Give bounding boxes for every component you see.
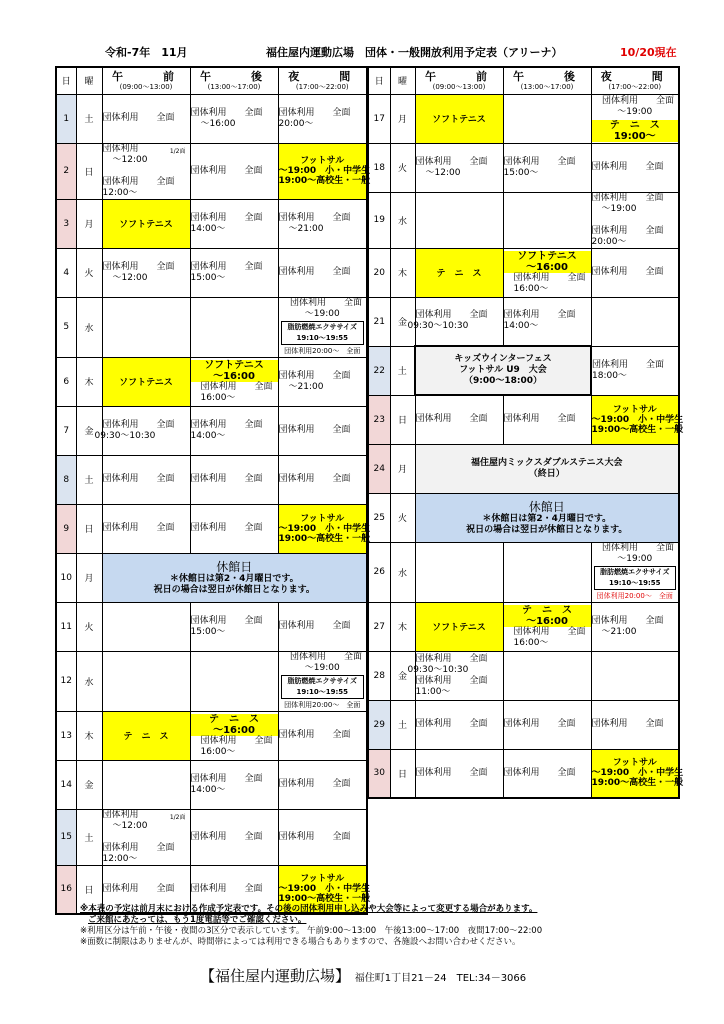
- slot-pm: 団体利用 全面 14:00～: [190, 406, 278, 455]
- table-row: [368, 542, 679, 602]
- slot-pm: 団体利用 全面: [190, 809, 278, 865]
- table-row: [368, 346, 679, 395]
- slot-pm: 団体利用 全面: [190, 865, 278, 914]
- slot-am: [102, 651, 190, 711]
- table-row: [56, 602, 367, 651]
- slot-night: 団体利用 全面: [278, 760, 367, 809]
- day-of-week: 金: [390, 651, 415, 700]
- mixed-doubles-event: 福住屋内ミックスダブルステニス大会 （終日）: [415, 444, 679, 493]
- col-pm: 午 後 (13:00～17:00): [190, 67, 278, 94]
- slot-pm: 団体利用 全面: [503, 700, 591, 749]
- day-number: 23: [368, 395, 390, 444]
- table-row: [56, 357, 367, 406]
- day-number: 28: [368, 651, 390, 700]
- slot-pm: 団体利用 全面 14:00～: [503, 297, 591, 346]
- slot-pm: 団体利用 全面: [190, 455, 278, 504]
- slot-am: テ ニ ス: [415, 248, 503, 297]
- slot-am: 団体利用 全面 ～12:00: [415, 143, 503, 192]
- slot-am: 団体利用 全面 09:30～10:30: [415, 297, 503, 346]
- slot-am: 団体利用 全面: [102, 865, 190, 914]
- col-am: 午 前 (09:00～13:00): [102, 67, 190, 94]
- day-number: 29: [368, 700, 390, 749]
- note-1: ※本表の予定は前月末における作成予定表です。その後の団体利用申し込みや大会等によって変更する場合があります。: [80, 904, 538, 914]
- table-row: [368, 749, 679, 798]
- table-row: [56, 94, 367, 143]
- slot-am: [102, 602, 190, 651]
- day-number: 22: [368, 346, 390, 395]
- slot-night: 団体利用 全面: [278, 406, 367, 455]
- table-row: [56, 711, 367, 760]
- table-row: [368, 143, 679, 192]
- slot-pm: [190, 297, 278, 357]
- table-row: [368, 94, 679, 143]
- slot-night: 団体利用 全面 18:00～: [591, 346, 679, 395]
- day-number: 19: [368, 192, 390, 248]
- day-number: 5: [56, 297, 76, 357]
- day-number: 3: [56, 199, 76, 248]
- day-of-week: 金: [390, 297, 415, 346]
- col-dow: 曜: [390, 67, 415, 94]
- col-dow: 曜: [76, 67, 102, 94]
- day-number: 4: [56, 248, 76, 297]
- day-number: 20: [368, 248, 390, 297]
- slot-am: [415, 192, 503, 248]
- day-number: 2: [56, 143, 76, 199]
- month-label: 令和-7年 11月: [105, 46, 188, 59]
- slot-night: 団体利用 全面: [591, 700, 679, 749]
- day-of-week: 水: [390, 192, 415, 248]
- day-number: 9: [56, 504, 76, 553]
- day-of-week: 木: [390, 602, 415, 651]
- slot-pm: ソフトテニス ～16:00 団体利用 全面 16:00～: [190, 357, 278, 406]
- slot-pm: [503, 651, 591, 700]
- slot-am: 1/2面 団体利用 ～12:00 団体利用 全面 12:00～: [102, 809, 190, 865]
- slot-night: 団体利用 全面 ～21:00: [278, 357, 367, 406]
- day-of-week: 日: [390, 749, 415, 798]
- slot-pm: 団体利用 全面 15:00～: [190, 248, 278, 297]
- day-of-week: 土: [76, 455, 102, 504]
- table-row: [56, 248, 367, 297]
- slot-pm: 団体利用 全面 14:00～: [190, 760, 278, 809]
- col-pm: 午 後 (13:00～17:00): [503, 67, 591, 94]
- closed-day-notice: 休館日 ＊休館日は第2・4月曜日です。 祝日の場合は翌日が休館日となります。: [102, 553, 367, 602]
- slot-pm: [503, 192, 591, 248]
- table-row: [56, 297, 367, 357]
- day-of-week: 金: [76, 406, 102, 455]
- slot-am: ソフトテニス: [102, 199, 190, 248]
- day-of-week: 水: [76, 651, 102, 711]
- slot-night: 団体利用 全面: [591, 143, 679, 192]
- slot-night: フットサル ～19:00 小・中学生 19:00～高校生・一般: [591, 395, 679, 444]
- day-of-week: 火: [390, 143, 415, 192]
- note-3: ※利用区分は午前・午後・夜間の3区分で表示しています。 午前9:00～13:00 午後13:00～17:00 夜間17:00～22:00: [80, 926, 543, 936]
- slot-night: 団体利用 全面 ～21:00: [278, 199, 367, 248]
- slot-night: 団体利用 全面 ～19:00 脂肪燃焼エクササイズ 19:10～19:55 団体利用20:00～ 全面: [278, 651, 367, 711]
- day-number: 7: [56, 406, 76, 455]
- slot-am: 団体利用 全面: [415, 749, 503, 798]
- slot-night: 団体利用 全面: [591, 248, 679, 297]
- slot-am: ソフトテニス: [102, 357, 190, 406]
- kids-fes-event: キッズウインターフェス フットサル U9 大会 （9:00～18:00）: [415, 346, 591, 395]
- slot-pm: [503, 542, 591, 602]
- day-of-week: 木: [390, 248, 415, 297]
- slot-pm: ソフトテニス ～16:00 団体利用 全面 16:00～: [503, 248, 591, 297]
- day-number: 25: [368, 493, 390, 542]
- day-of-week: 金: [76, 760, 102, 809]
- day-number: 6: [56, 357, 76, 406]
- day-of-week: 土: [390, 346, 415, 395]
- page-title: 福住屋内運動広場 団体・一般開放利用予定表（アリーナ）: [266, 46, 563, 59]
- day-of-week: 月: [390, 94, 415, 143]
- slot-am: [415, 542, 503, 602]
- slot-pm: テ ニ ス ～16:00 団体利用 全面 16:00～: [503, 602, 591, 651]
- closed-day-notice: 休館日 ＊休館日は第2・4月曜日です。 祝日の場合は翌日が休館日となります。: [415, 493, 679, 542]
- day-of-week: 土: [76, 809, 102, 865]
- table-row: [368, 444, 679, 493]
- day-number: 18: [368, 143, 390, 192]
- day-of-week: 土: [390, 700, 415, 749]
- slot-am: 団体利用 全面: [415, 395, 503, 444]
- slot-am: テ ニ ス: [102, 711, 190, 760]
- facility-address: 福住町1丁目21－24 TEL:34－3066: [354, 973, 527, 984]
- table-row: [368, 248, 679, 297]
- day-number: 16: [56, 865, 76, 914]
- col-day: 日: [368, 67, 390, 94]
- slot-pm: テ ニ ス ～16:00 団体利用 全面 16:00～: [190, 711, 278, 760]
- slot-pm: [503, 94, 591, 143]
- slot-pm: 団体利用 全面: [190, 504, 278, 553]
- slot-night: 団体利用 全面 ～19:00 脂肪燃焼エクササイズ 19:10～19:55 団体利用20:00～ 全面: [591, 542, 679, 602]
- col-day: 日: [56, 67, 76, 94]
- header-row: [368, 67, 679, 94]
- schedule-table-left: [55, 66, 371, 915]
- table-row: [368, 395, 679, 444]
- slot-pm: 団体利用 全面: [503, 395, 591, 444]
- day-of-week: 日: [76, 504, 102, 553]
- day-of-week: 火: [76, 602, 102, 651]
- table-row: [368, 493, 679, 542]
- slot-am: 団体利用 全面 09:30～10:30 団体利用 全面 11:00～: [415, 651, 503, 700]
- table-row: [56, 199, 367, 248]
- day-number: 21: [368, 297, 390, 346]
- day-number: 14: [56, 760, 76, 809]
- col-am: 午 前 (09:00～13:00): [415, 67, 503, 94]
- title-row: [0, 44, 724, 62]
- day-of-week: 水: [76, 297, 102, 357]
- day-of-week: 日: [390, 395, 415, 444]
- table-row: [56, 651, 367, 711]
- slot-am: 1/2面 団体利用 ～12:00 団体利用 全面 12:00～: [102, 143, 190, 199]
- slot-night: 団体利用 全面 ～19:00 テ ニ ス 19:00～: [591, 94, 679, 143]
- notes: [80, 904, 680, 948]
- slot-night: フットサル ～19:00 小・中学生 19:00～高校生・一般: [278, 865, 367, 914]
- table-row: [368, 700, 679, 749]
- day-number: 15: [56, 809, 76, 865]
- slot-night: [591, 297, 679, 346]
- day-of-week: 木: [76, 357, 102, 406]
- table-row: [368, 192, 679, 248]
- footer: [200, 965, 526, 986]
- slot-night: 団体利用 全面 20:00～: [278, 94, 367, 143]
- slot-am: 団体利用 全面: [102, 455, 190, 504]
- slot-night: 団体利用 全面: [278, 455, 367, 504]
- slot-pm: 団体利用 全面 15:00～: [503, 143, 591, 192]
- slot-night: 団体利用 全面 ～21:00: [591, 602, 679, 651]
- table-row: [56, 143, 367, 199]
- slot-pm: [190, 651, 278, 711]
- day-number: 24: [368, 444, 390, 493]
- col-night: 夜 間 (17:00～22:00): [278, 67, 367, 94]
- slot-night: 団体利用 全面 ～19:00 団体利用 全面 20:00～: [591, 192, 679, 248]
- table-row: [56, 406, 367, 455]
- table-row: [368, 602, 679, 651]
- slot-am: 団体利用 全面 ～12:00: [102, 248, 190, 297]
- day-of-week: 土: [76, 94, 102, 143]
- col-night: 夜 間 (17:00～22:00): [591, 67, 679, 94]
- day-number: 8: [56, 455, 76, 504]
- slot-pm: 団体利用 全面 15:00～: [190, 602, 278, 651]
- note-2: ご来館にあたっては、もう1度電話等でご確認ください。: [88, 915, 307, 925]
- slot-am: [102, 297, 190, 357]
- table-row: [56, 455, 367, 504]
- slot-pm: 団体利用 全面 14:00～: [190, 199, 278, 248]
- slot-am: 団体利用 全面: [102, 94, 190, 143]
- slot-night: 団体利用 全面: [278, 602, 367, 651]
- day-of-week: 日: [76, 865, 102, 914]
- day-number: 1: [56, 94, 76, 143]
- table-row: [56, 760, 367, 809]
- day-of-week: 月: [76, 553, 102, 602]
- slot-night: フットサル ～19:00 小・中学生 19:00～高校生・一般: [591, 749, 679, 798]
- slot-am: 団体利用 全面: [102, 504, 190, 553]
- slot-pm: 団体利用 全面: [503, 749, 591, 798]
- day-of-week: 月: [76, 199, 102, 248]
- day-of-week: 日: [76, 143, 102, 199]
- slot-night: フットサル ～19:00 小・中学生 19:00～高校生・一般: [278, 143, 367, 199]
- slot-am: 団体利用 全面: [415, 700, 503, 749]
- slot-am: 団体利用 全面 09:30～10:30: [102, 406, 190, 455]
- slot-night: 団体利用 全面: [278, 809, 367, 865]
- slot-night: 団体利用 全面: [278, 248, 367, 297]
- note-4: ※面数に制限はありませんが、時間帯によっては利用できる場合もありますので、各施設へお問い合わせください。: [80, 937, 521, 947]
- slot-am: [102, 760, 190, 809]
- schedule-table-right: [367, 66, 684, 799]
- table-row: [56, 504, 367, 553]
- slot-am: ソフトテニス: [415, 94, 503, 143]
- slot-pm: 団体利用 全面: [190, 143, 278, 199]
- slot-night: 団体利用 全面: [278, 711, 367, 760]
- facility-name: 【福住屋内運動広場】: [200, 967, 351, 985]
- header-row: [56, 67, 367, 94]
- table-row: [368, 651, 679, 700]
- day-number: 10: [56, 553, 76, 602]
- day-number: 13: [56, 711, 76, 760]
- table-row: [56, 809, 367, 865]
- table-row: [56, 553, 367, 602]
- day-number: 12: [56, 651, 76, 711]
- day-number: 11: [56, 602, 76, 651]
- slot-night: フットサル ～19:00 小・中学生 19:00～高校生・一般: [278, 504, 367, 553]
- as-of-date: 10/20現在: [620, 46, 677, 59]
- slot-night: 団体利用 全面 ～19:00 脂肪燃焼エクササイズ 19:10～19:55 団体利用20:00～ 全面: [278, 297, 367, 357]
- day-number: 26: [368, 542, 390, 602]
- slot-am: ソフトテニス: [415, 602, 503, 651]
- day-number: 17: [368, 94, 390, 143]
- day-of-week: 火: [390, 493, 415, 542]
- slot-pm: 団体利用 全面 ～16:00: [190, 94, 278, 143]
- day-number: 27: [368, 602, 390, 651]
- day-of-week: 木: [76, 711, 102, 760]
- day-of-week: 月: [390, 444, 415, 493]
- table-row: [368, 297, 679, 346]
- day-of-week: 火: [76, 248, 102, 297]
- day-number: 30: [368, 749, 390, 798]
- day-of-week: 水: [390, 542, 415, 602]
- slot-night: [591, 651, 679, 700]
